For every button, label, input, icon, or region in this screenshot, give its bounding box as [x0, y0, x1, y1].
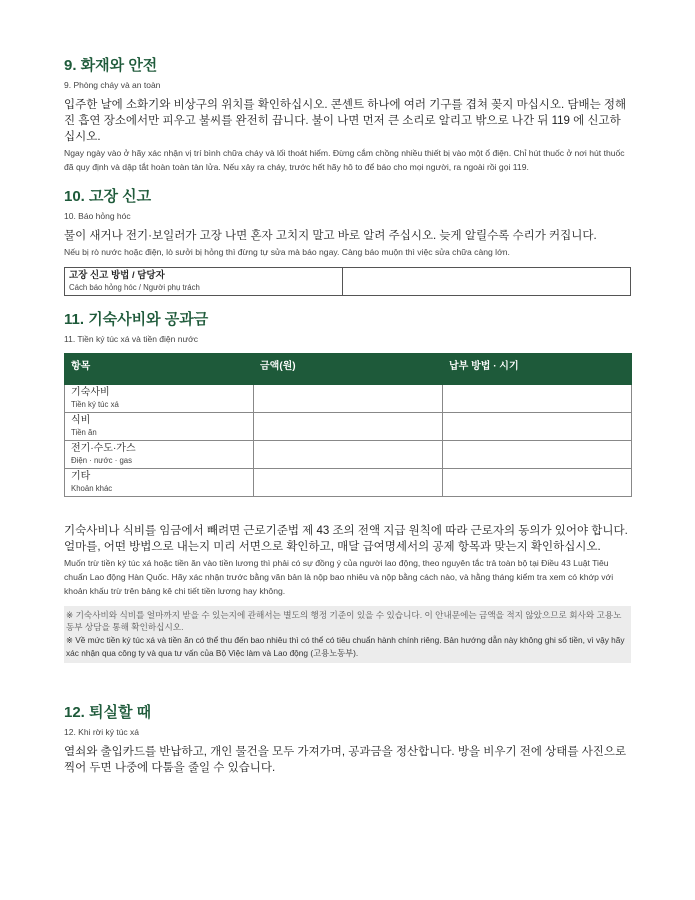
vietnamese-paragraph: Muốn trừ tiền ký túc xá hoặc tiền ăn vào tiền lương thì phải có sự đồng ý của người lao động, theo nguyên tắc trả toàn bộ tại Điều 43 Luật Tiêu chuẩn Lao động Hàn Quốc. Hãy xác nhận trước bằng văn bản là nộp bao nhiêu và nộp bằng cách nào, và hằng tháng kiểm tra xem có khớp với khoản khấu trừ trên bảng kê chi tiết tiền lương hay không. — [64, 558, 614, 596]
section-subtitle: 9. Phòng cháy và an toàn — [64, 80, 161, 90]
section-repair-report — [64, 187, 631, 296]
section-title: 12. 퇴실할 때 — [64, 704, 152, 721]
fee-table — [64, 353, 632, 497]
note-vietnamese: ※ Về mức tiền ký túc xá và tiền ăn có thể thu đến bao nhiêu thì có thể có tiêu chuẩn hành chính riêng. Bản hướng dẫn này không ghi số tiền, vì vậy hãy xác nhận qua công ty và qua tư vấn của Bộ Việc làm và Lao động (고용노동부). — [66, 635, 625, 658]
repair-contact-label-cell — [65, 268, 343, 295]
method-cell — [443, 469, 632, 497]
item-cell — [65, 413, 254, 441]
section-subtitle: 12. Khi rời ký túc xá — [64, 727, 140, 737]
column-header-amount: 금액(원) — [254, 354, 443, 385]
section-fire-safety — [64, 56, 631, 174]
table-row — [65, 469, 632, 497]
method-cell — [443, 441, 632, 469]
amount-cell — [254, 469, 443, 497]
korean-paragraph: 물이 새거나 전기·보일러가 고장 나면 혼자 고치지 말고 바로 알려 주십시오. 늦게 알릴수록 수리가 커집니다. — [64, 230, 597, 242]
table-row — [65, 385, 632, 413]
amount-cell — [254, 413, 443, 441]
page-content — [64, 56, 631, 776]
column-header-item: 항목 — [65, 354, 254, 385]
item-label-ko: 식비 — [71, 415, 91, 426]
item-cell — [65, 441, 254, 469]
section-move-out — [64, 703, 631, 776]
amount-cell — [254, 441, 443, 469]
section-dorm-fees — [64, 310, 631, 663]
section-title: 9. 화재와 안전 — [64, 57, 158, 74]
vietnamese-paragraph: Ngay ngày vào ở hãy xác nhận vị trí bình chữa cháy và lối thoát hiểm. Đừng cắm chồng nhiều thiết bị vào một ổ điện. Chỉ hút thuốc ở nơi hút thuốc đã quy định và dập tắt hoàn toàn tàn lửa. Nếu xảy ra cháy, trước hết hãy hô to để báo cho mọi người, ra ngoài rồi gọi 119. — [64, 148, 625, 172]
item-label-vi: Tiền ký túc xá — [71, 400, 119, 409]
method-cell — [443, 413, 632, 441]
item-cell — [65, 385, 254, 413]
item-cell — [65, 469, 254, 497]
korean-paragraph: 기숙사비나 식비를 임금에서 빼려면 근로기준법 제 43 조의 전액 지급 원칙에 따라 근로자의 동의가 있어야 합니다. 얼마를, 어떤 방법으로 내는지 미리 서면으로 확인하고, 매달 급여명세서의 공제 항목과 맞는지 확인하십시오. — [64, 525, 628, 553]
vietnamese-paragraph: Nếu bị rò nước hoặc điện, lò sưởi bị hỏng thì đừng tự sửa mà báo ngay. Càng báo muộn thì việc sửa chữa càng lớn. — [64, 247, 510, 257]
item-label-vi: Tiền ăn — [71, 428, 97, 437]
method-cell — [443, 385, 632, 413]
amount-cell — [254, 385, 443, 413]
item-label-ko: 전기·수도·가스 — [71, 443, 136, 454]
korean-paragraph: 입주한 날에 소화기와 비상구의 위치를 확인하십시오. 콘센트 하나에 여러 기구를 겹쳐 꽂지 마십시오. 담배는 정해진 흡연 장소에서만 피우고 불씨를 완전히 끕니다. 불이 나면 먼저 큰 소리로 알리고 밖으로 나간 뒤 119 에 신고하십시오. — [64, 99, 627, 143]
item-label-ko: 기타 — [71, 471, 91, 482]
korean-paragraph: 열쇠와 출입카드를 반납하고, 개인 물건을 모두 가져가며, 공과금을 정산합니다. 방을 비우기 전에 상태를 사진으로 찍어 두면 나중에 다툼을 줄일 수 있습니다. — [64, 746, 627, 774]
item-label-vi: Khoản khác — [71, 484, 113, 493]
note-korean: ※ 기숙사비와 식비를 얼마까지 받을 수 있는지에 관해서는 별도의 행정 기준이 있을 수 있습니다. 이 안내문에는 금액을 적지 않았으므로 회사와 고용노동부 상담을 통해 확인하십시오. — [66, 610, 622, 632]
section-title: 10. 고장 신고 — [64, 188, 152, 205]
repair-contact-label-vi: Cách báo hỏng hóc / Người phụ trách — [69, 283, 200, 292]
item-label-ko: 기숙사비 — [71, 387, 110, 398]
table-row — [65, 413, 632, 441]
repair-contact-table — [64, 267, 631, 296]
repair-contact-label-ko: 고장 신고 방법 / 담당자 — [69, 270, 165, 281]
section-title: 11. 기숙사비와 공과금 — [64, 311, 209, 328]
table-header-row — [65, 354, 632, 385]
section-subtitle: 10. Báo hỏng hóc — [64, 211, 131, 221]
section-subtitle: 11. Tiền ký túc xá và tiền điện nước — [64, 334, 198, 344]
item-label-vi: Điện · nước · gas — [71, 456, 133, 465]
column-header-payment: 납부 방법 · 시기 — [443, 354, 632, 385]
table-row — [65, 441, 632, 469]
fee-note-box — [64, 606, 631, 663]
